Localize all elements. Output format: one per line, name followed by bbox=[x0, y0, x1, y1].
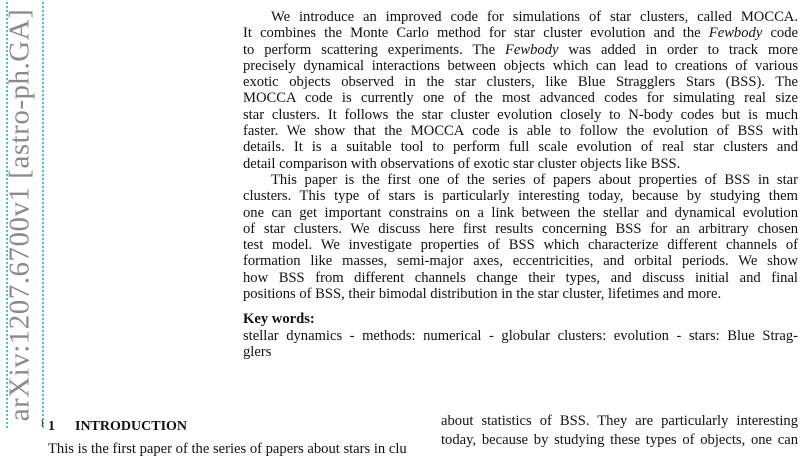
abstract-line: how BSS from different channels change their types, and discuss initial and final bbox=[243, 269, 798, 286]
abstract-line: formation like masses, semi-major axes, eccentricities, and orbital periods. We show bbox=[243, 253, 798, 270]
abstract-line: faster. We show that the MOCCA code is able to follow the evolution of BSS with bbox=[243, 123, 798, 140]
abstract-line: star clusters. It follows the star cluster evolution closely to N-body codes but is much bbox=[243, 106, 798, 123]
keywords-line: glers bbox=[243, 343, 272, 360]
abstract-line: It combines the Monte Carlo method for star cluster evolution and the Fewbody code bbox=[243, 25, 798, 42]
abstract-line: precisely dynamical interactions between objects which can lead to creations of various bbox=[243, 57, 798, 74]
body-line: This is the first paper of the series of papers about stars in clu bbox=[48, 441, 407, 457]
abstract-line: MOCCA code is currently one of the most advanced codes for simulating real size bbox=[243, 90, 798, 107]
body-line: about statistics of BSS. They are particularly interesting bbox=[441, 413, 798, 429]
abstract-line: This paper is the first one of the series of papers about properties of BSS in star bbox=[271, 171, 798, 188]
abstract-line: of star clusters. We discuss here first results concerning BSS for an arbitrary chosen bbox=[243, 220, 798, 237]
section-number: 1 bbox=[48, 419, 55, 434]
keywords-line: stellar dynamics - methods: numerical - globular clusters: evolution - stars: Blue Strag- bbox=[243, 327, 798, 344]
abstract-line: We introduce an improved code for simulations of star clusters, called MOCCA. bbox=[271, 9, 798, 25]
keywords-heading: Key words: bbox=[243, 311, 315, 328]
section-title: INTRODUCTION bbox=[75, 419, 188, 434]
abstract-line: exotic objects observed in the star clusters, like Blue Stragglers Stars (BSS). The bbox=[243, 74, 798, 91]
arxiv-identifier: arXiv:1207.6700v1 [astro-ph.GA] bbox=[3, 8, 36, 422]
abstract-line: positions of BSS, their bimodal distribution in the star cluster, lifetimes and more. bbox=[243, 286, 722, 303]
section-heading bbox=[48, 417, 187, 436]
body-line: today, because by studying these types of objects, one can bbox=[441, 432, 798, 448]
abstract-line: detail comparison with observations of exotic star cluster objects like BSS. bbox=[243, 155, 681, 172]
page-number: 1 bbox=[40, 418, 45, 428]
right-column bbox=[441, 412, 798, 450]
abstract-line: details. It is a suitable tool to perform full scale evolution of real star clusters and bbox=[243, 139, 798, 156]
abstract-line: test model. We investigate properties of BSS which characterize different channels of bbox=[243, 237, 798, 254]
abstract-line: one can get important constrains on a link between the stellar and dynamical evolution bbox=[243, 204, 798, 221]
abstract-line: to perform scattering experiments. The Fewbody was added in order to track more bbox=[243, 41, 798, 58]
abstract-line: clusters. This type of stars is particularly interesting today, because by studying them bbox=[243, 188, 798, 205]
abstract bbox=[243, 9, 798, 360]
